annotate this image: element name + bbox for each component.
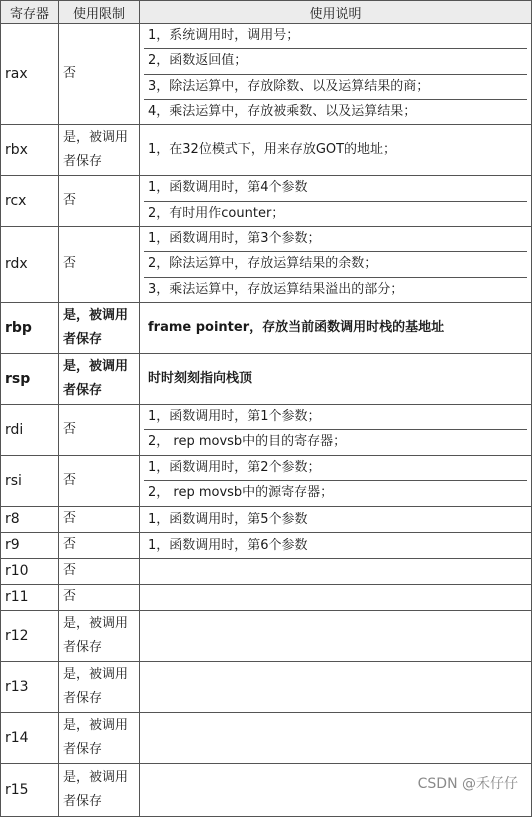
- register-name: r12: [1, 610, 59, 661]
- table-row: [1, 455, 532, 506]
- register-name: r11: [1, 584, 59, 610]
- register-name: r13: [1, 661, 59, 712]
- description-line: [144, 713, 527, 763]
- description-line: [144, 585, 527, 610]
- description-line: [144, 559, 527, 584]
- usage-description: [140, 455, 532, 506]
- usage-limit: 否: [59, 506, 140, 532]
- usage-limit: 否: [59, 176, 140, 227]
- usage-description: [140, 227, 532, 303]
- description-line: [144, 662, 527, 712]
- description-line: 时时刻刻指向栈顶: [148, 370, 253, 386]
- description-line: [144, 611, 527, 661]
- table-row: [1, 610, 532, 661]
- usage-limit: 是，被调用者保存: [59, 302, 140, 353]
- description-line: frame pointer，存放当前函数调用时栈的基地址: [148, 319, 445, 335]
- usage-limit: 是，被调用者保存: [59, 712, 140, 763]
- usage-description: [140, 176, 532, 227]
- usage-description: [140, 24, 532, 125]
- register-name: rsp: [1, 353, 59, 404]
- description-line: 1，函数调用时，第2个参数；: [148, 459, 321, 475]
- description-line: 1，函数调用时，第1个参数；: [148, 408, 321, 424]
- register-name: r15: [1, 763, 59, 816]
- usage-description: [140, 302, 532, 353]
- usage-description: [140, 404, 532, 455]
- usage-limit: 是，被调用者保存: [59, 125, 140, 176]
- usage-limit: 否: [59, 558, 140, 584]
- table-body: [1, 24, 532, 817]
- description-line: 1，函数调用时，第6个参数: [148, 537, 308, 553]
- register-name: rdx: [1, 227, 59, 303]
- description-line: 1，系统调用时，调用号；: [148, 28, 300, 43]
- usage-limit: 是，被调用者保存: [59, 610, 140, 661]
- register-name: rdi: [1, 404, 59, 455]
- table-row: [1, 506, 532, 532]
- usage-description: [140, 125, 532, 176]
- register-name: rcx: [1, 176, 59, 227]
- description-line: 2，有时用作counter；: [144, 201, 527, 227]
- description-line: 2， rep movsb中的源寄存器；: [144, 480, 527, 506]
- description-line: 4，乘法运算中，存放被乘数、以及运算结果；: [144, 99, 527, 124]
- usage-limit: 否: [59, 455, 140, 506]
- header-register: 寄存器: [1, 1, 59, 24]
- table-row: [1, 227, 532, 303]
- register-name: r14: [1, 712, 59, 763]
- table-row: [1, 661, 532, 712]
- usage-description: [140, 610, 532, 661]
- description-line: 3，乘法运算中，存放运算结果溢出的部分；: [144, 277, 527, 302]
- table-row: [1, 302, 532, 353]
- header-description: 使用说明: [140, 1, 532, 24]
- usage-limit: 是，被调用者保存: [59, 661, 140, 712]
- usage-description: [140, 532, 532, 558]
- table-row: [1, 558, 532, 584]
- register-name: rbx: [1, 125, 59, 176]
- table-row: [1, 24, 532, 125]
- table-row: [1, 532, 532, 558]
- usage-limit: 是，被调用者保存: [59, 763, 140, 816]
- table-row: [1, 712, 532, 763]
- description-line: 1，函数调用时，第4个参数: [148, 180, 308, 195]
- header-limit: 使用限制: [59, 1, 140, 24]
- description-line: 2，除法运算中，存放运算结果的余数；: [144, 251, 527, 276]
- description-line: 2， rep movsb中的目的寄存器；: [144, 429, 527, 455]
- table-row: [1, 125, 532, 176]
- table-row: [1, 584, 532, 610]
- usage-limit: 否: [59, 584, 140, 610]
- usage-limit: 否: [59, 24, 140, 125]
- description-line: 2，函数返回值；: [144, 48, 527, 73]
- register-name: r8: [1, 506, 59, 532]
- description-line: 1，在32位模式下，用来存放GOT的地址；: [148, 142, 397, 157]
- table-row: [1, 353, 532, 404]
- usage-limit: 否: [59, 227, 140, 303]
- usage-description: [140, 558, 532, 584]
- register-name: rax: [1, 24, 59, 125]
- header-row: [1, 1, 532, 24]
- table-row: [1, 176, 532, 227]
- usage-description: [140, 712, 532, 763]
- usage-limit: 是，被调用者保存: [59, 353, 140, 404]
- register-name: rsi: [1, 455, 59, 506]
- description-line: 1，函数调用时，第5个参数: [148, 511, 308, 527]
- register-name: r10: [1, 558, 59, 584]
- usage-description: [140, 506, 532, 532]
- description-line: 1，函数调用时，第3个参数；: [148, 231, 321, 246]
- usage-description: [140, 661, 532, 712]
- table-row: [1, 404, 532, 455]
- usage-description: [140, 353, 532, 404]
- register-name: rbp: [1, 302, 59, 353]
- usage-description: [140, 584, 532, 610]
- watermark: CSDN @禾仔仔: [417, 776, 518, 792]
- usage-limit: 否: [59, 532, 140, 558]
- register-name: r9: [1, 532, 59, 558]
- usage-limit: 否: [59, 404, 140, 455]
- description-line: 3，除法运算中，存放除数、以及运算结果的商；: [144, 74, 527, 99]
